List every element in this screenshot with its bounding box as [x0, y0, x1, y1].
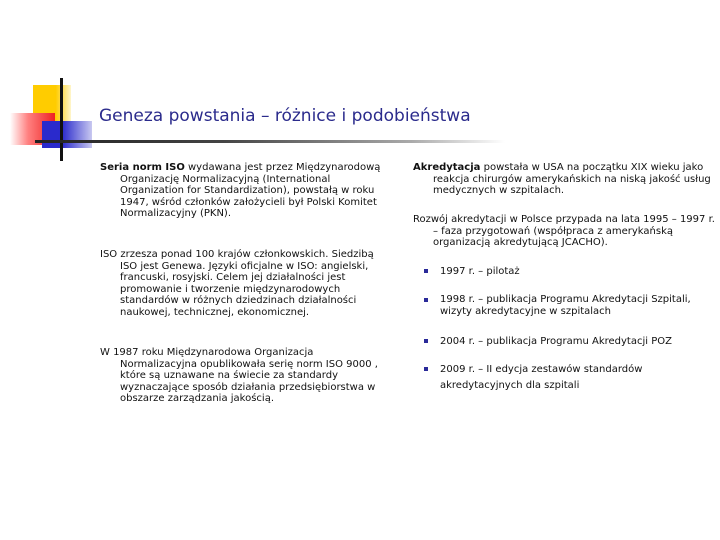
left-paragraph-iso-members: ISO zrzesza ponad 100 krajów członkowskich. Siedzibą ISO jest Genewa. Języki oficjalne w ISO: angielski, francuski, rosyjski. Celem jej działalności jest promowanie i tworzenie międzynarodowych standardów w różnych dziedzinach działalności naukowej, technicznej, ekonomicznej. — [100, 249, 374, 318]
accreditation-text: powstała w USA na początku XIX wieku jako reakcja chirurgów amerykańskich na niską jakość usług medycznych w szpitalach. — [433, 162, 711, 196]
decor-blue-square — [42, 121, 92, 148]
iso-series-bold: Seria norm ISO — [100, 162, 185, 173]
decor-vertical-line — [60, 78, 63, 161]
bullet-square-icon — [424, 298, 428, 302]
iso-series-text: wydawana jest przez Międzynarodową Organizację Normalizacyjną (International Organization for Standardization), powstałą w roku 1947, wśród członków założycieli był Polski Komitet Normalizacyjny (PKN). — [120, 162, 381, 219]
bullet-text: 1997 r. – pilotaż — [440, 266, 520, 277]
bullet-square-icon — [424, 339, 428, 343]
bullet-square-icon — [424, 269, 428, 273]
left-paragraph-iso-9000: W 1987 roku Międzynarodowa Organizacja Normalizacyjna opublikowała serię norm ISO 9000 , które są uznawane na świecie za standardy wyznaczające sposób działania przedsiębiorstwa w obszarze zarządzania jakością. — [100, 347, 378, 404]
slide-title: Geneza powstania – różnice i podobieństwa — [99, 106, 471, 126]
title-underline — [35, 140, 505, 143]
left-paragraph-iso-series — [100, 162, 390, 220]
right-paragraph-poland: Rozwój akredytacji w Polsce przypada na lata 1995 – 1997 r. – faza przygotowań (współpraca z amerykańską organizacją akredytującą JCACHO). — [413, 214, 715, 248]
accreditation-bold: Akredytacja — [413, 162, 481, 173]
bullet-text: 2009 r. – II edycja zestawów standardów akredytacyjnych dla szpitali — [440, 364, 643, 391]
right-paragraph-accreditation — [413, 162, 716, 197]
bullet-text: 2004 r. – publikacja Programu Akredytacji POZ — [440, 336, 672, 347]
bullet-text: 1998 r. – publikacja Programu Akredytacji Szpitali, wizyty akredytacyjne w szpitalach — [440, 294, 691, 317]
bullet-square-icon — [424, 367, 428, 371]
